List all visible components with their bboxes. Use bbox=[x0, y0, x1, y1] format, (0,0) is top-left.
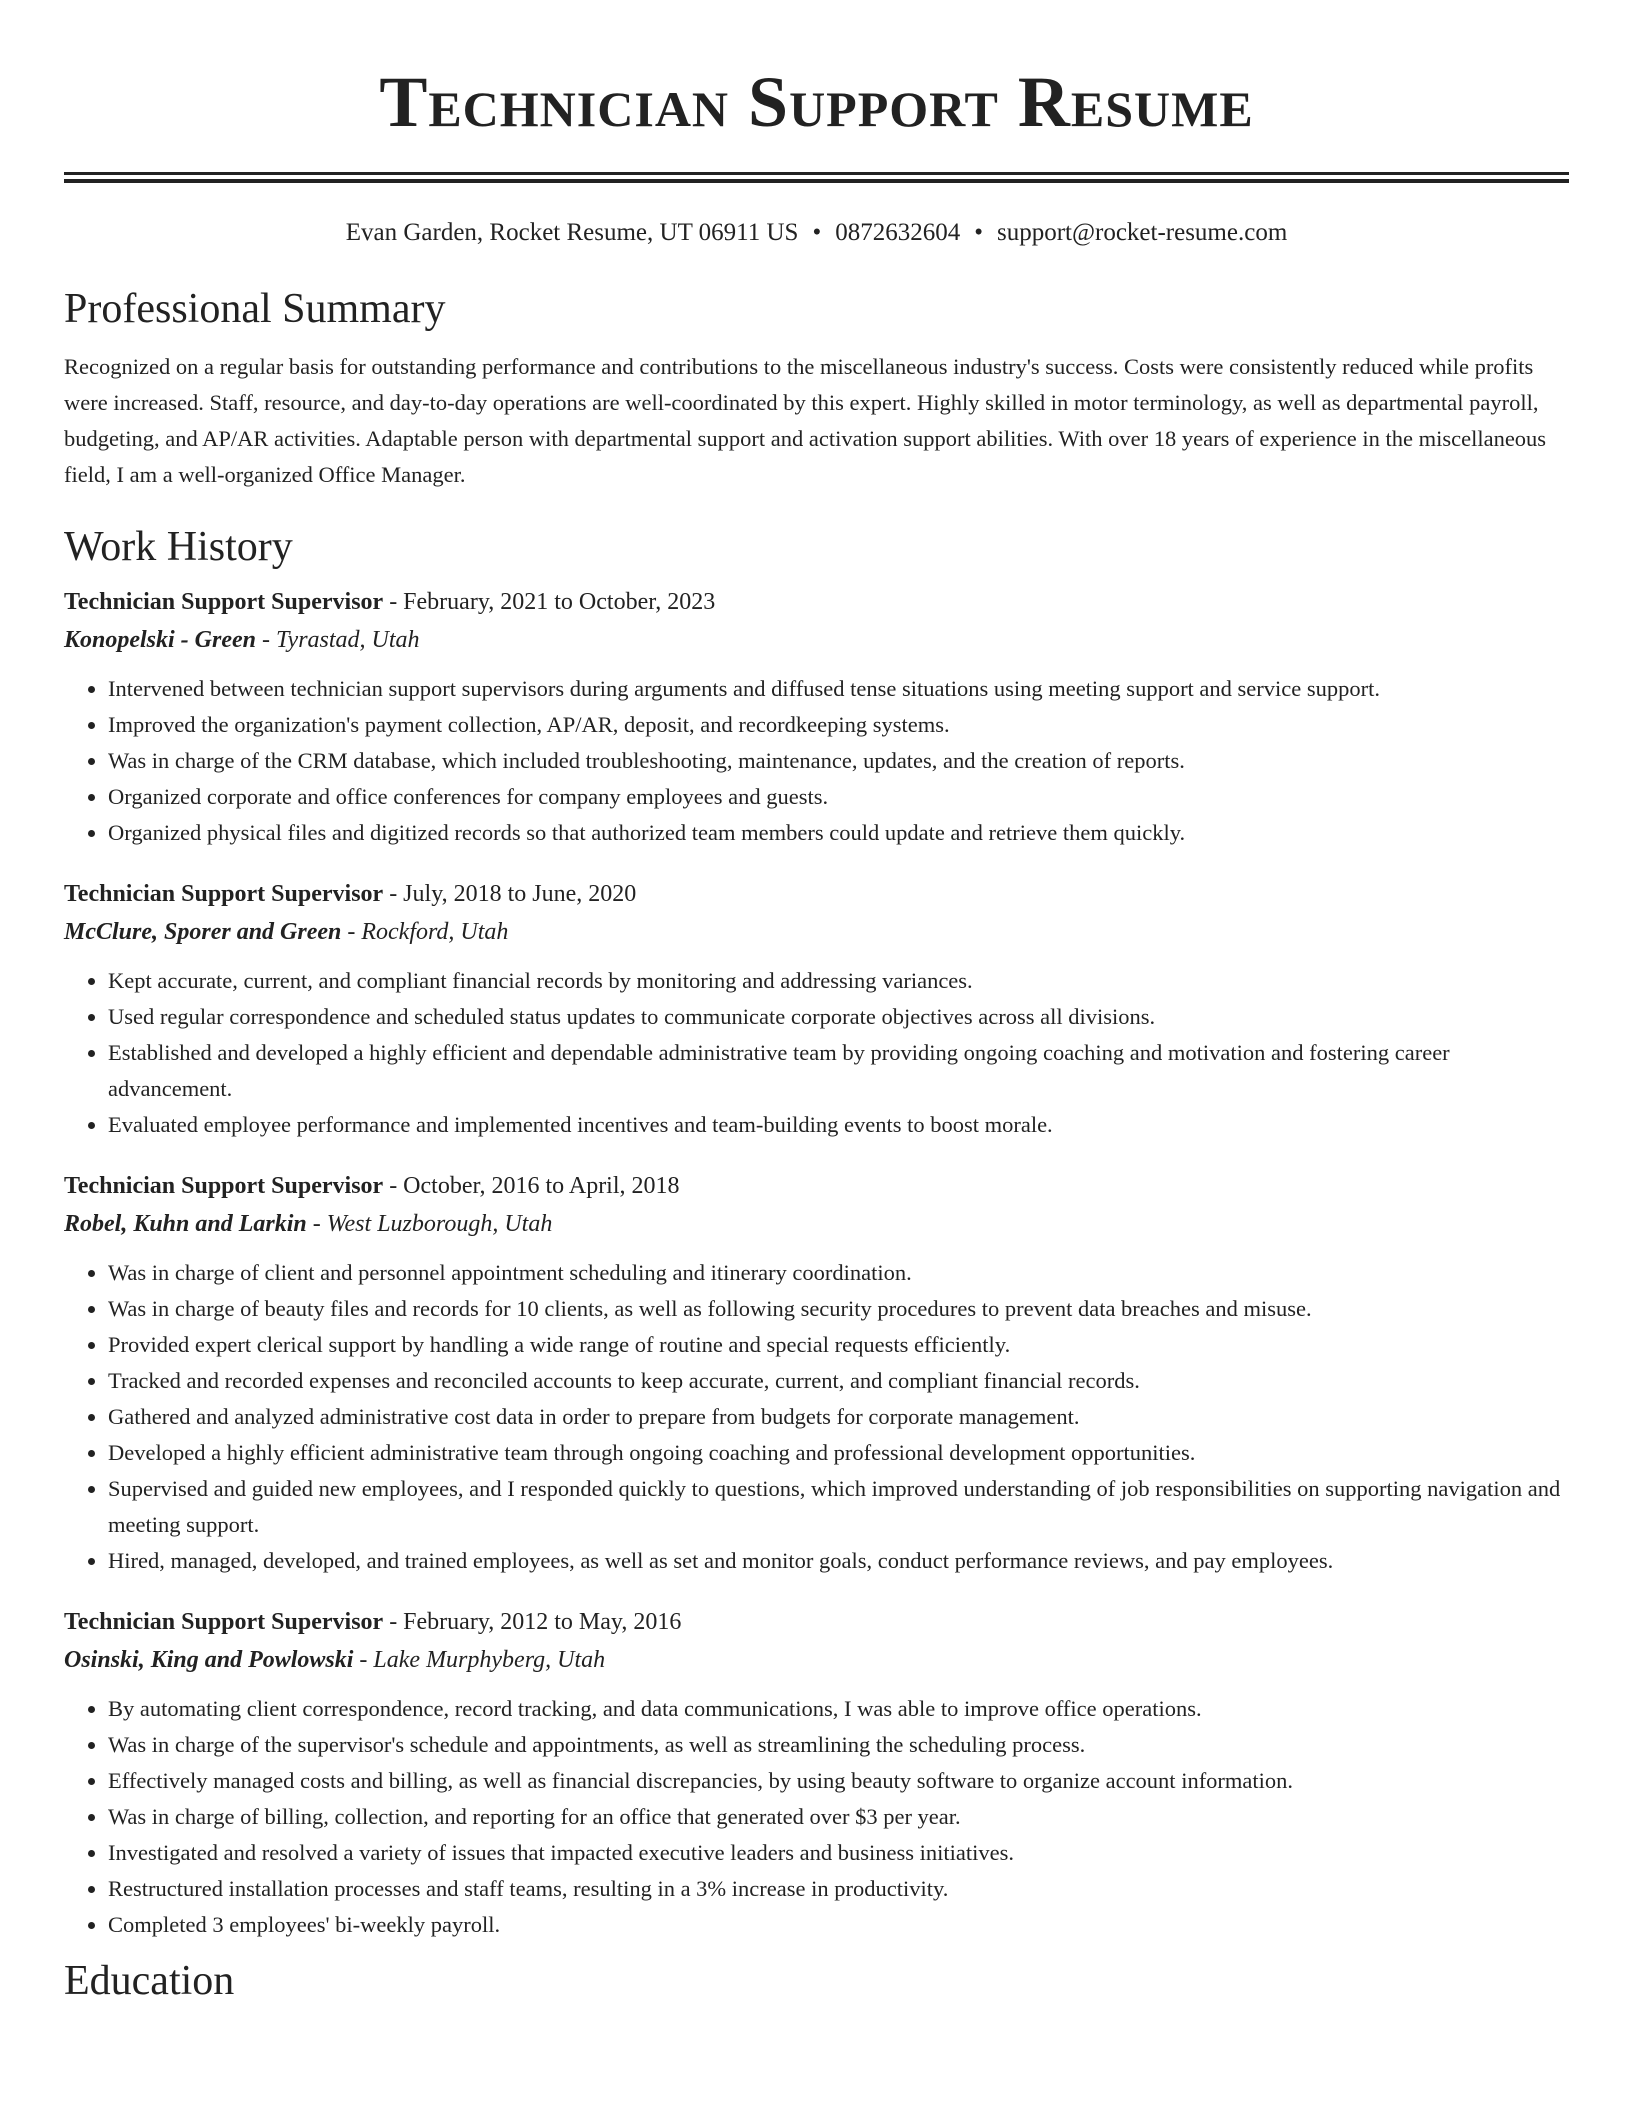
job-bullet: • Restructured installation processes and staff teams, resulting in a 3% increase in productivity. bbox=[108, 1871, 1569, 1907]
job-bullet: • Improved the organization's payment collection, AP/AR, deposit, and recordkeeping systems. bbox=[108, 707, 1569, 743]
contact-address: Evan Garden, Rocket Resume, UT 06911 US bbox=[345, 219, 799, 246]
job-company: Robel, Kuhn and Larkin bbox=[64, 1211, 307, 1237]
work-history-heading: Work History bbox=[64, 524, 293, 570]
job-bullet-list bbox=[64, 963, 1569, 1143]
job-bullet: • Hired, managed, developed, and trained employees, as well as set and monitor goals, conduct performance reviews, and pay employees. bbox=[108, 1543, 1569, 1579]
job-bullet: • Was in charge of beauty files and records for 10 clients, as well as following security procedures to prevent data breaches and misuse. bbox=[108, 1291, 1569, 1327]
contact-phone: 0872632604 bbox=[835, 219, 961, 246]
job-bullet: • Was in charge of the CRM database, which included troubleshooting, maintenance, updates, and the creation of reports. bbox=[108, 743, 1569, 779]
job-company-line bbox=[64, 913, 1569, 951]
job-bullet: • Supervised and guided new employees, and I responded quickly to questions, which improved understanding of job responsibilities on supporting navigation and meeting support. bbox=[108, 1471, 1569, 1543]
job-role: Technician Support Supervisor bbox=[64, 881, 384, 907]
job-bullet: • By automating client correspondence, record tracking, and data communications, I was able to improve office operations. bbox=[108, 1691, 1569, 1727]
job-bullet: • Provided expert clerical support by handling a wide range of routine and special requests efficiently. bbox=[108, 1327, 1569, 1363]
job-bullet: • Used regular correspondence and scheduled status updates to communicate corporate objectives across all divisions. bbox=[108, 999, 1569, 1035]
job-title-line bbox=[64, 1167, 1569, 1205]
summary-text: Recognized on a regular basis for outstanding performance and contributions to the miscellaneous industry's success. Costs were consistently reduced while profits were increased. Staff, resource, and day-to-day operations are well-coordinated by this expert. Highly skilled in motor terminology, as well as departmental payroll, budgeting, and AP/AR activities. Adaptable person with departmental support and activation support abilities. With over 18 years of experience in the miscellaneous field, I am a well-organized Office Manager. bbox=[64, 354, 1547, 487]
contact-email: support@rocket-resume.com bbox=[996, 219, 1288, 246]
job-role: Technician Support Supervisor bbox=[64, 1173, 384, 1199]
job-location: - Lake Murphyberg, Utah bbox=[353, 1647, 606, 1673]
job-bullet: • Organized corporate and office conferences for company employees and guests. bbox=[108, 779, 1569, 815]
job-title-line bbox=[64, 583, 1569, 621]
job-bullet: • Organized physical files and digitized records so that authorized team members could update and retrieve them quickly. bbox=[108, 815, 1569, 851]
job-dates: - February, 2012 to May, 2016 bbox=[383, 1609, 682, 1635]
resume-title: Technician Support Resume bbox=[379, 62, 1254, 142]
job-entry bbox=[64, 583, 1569, 851]
job-location: - Rockford, Utah bbox=[341, 919, 509, 945]
job-company-line bbox=[64, 1205, 1569, 1243]
job-bullet: • Investigated and resolved a variety of issues that impacted executive leaders and business initiatives. bbox=[108, 1835, 1569, 1871]
job-bullet: • Kept accurate, current, and compliant financial records by monitoring and addressing variances. bbox=[108, 963, 1569, 999]
contact-separator: • bbox=[974, 219, 983, 246]
job-bullet: • Effectively managed costs and billing, as well as financial discrepancies, by using beauty software to organize account information. bbox=[108, 1763, 1569, 1799]
job-role: Technician Support Supervisor bbox=[64, 589, 384, 615]
job-bullet: • Completed 3 employees' bi-weekly payroll. bbox=[108, 1907, 1569, 1943]
job-bullet-list bbox=[64, 1255, 1569, 1579]
job-location: - Tyrastad, Utah bbox=[256, 627, 420, 653]
job-bullet: • Tracked and recorded expenses and reconciled accounts to keep accurate, current, and compliant financial records. bbox=[108, 1363, 1569, 1399]
job-bullet-list bbox=[64, 671, 1569, 851]
job-dates: - October, 2016 to April, 2018 bbox=[383, 1173, 680, 1199]
job-location: - West Luzborough, Utah bbox=[306, 1211, 553, 1237]
job-company-line bbox=[64, 1641, 1569, 1679]
resume-page bbox=[64, 0, 1569, 2007]
job-bullet: • Intervened between technician support supervisors during arguments and diffused tense situations using meeting support and service support. bbox=[108, 671, 1569, 707]
job-bullet: • Was in charge of billing, collection, and reporting for an office that generated over $3 per year. bbox=[108, 1799, 1569, 1835]
job-bullet: • Was in charge of client and personnel appointment scheduling and itinerary coordination. bbox=[108, 1255, 1569, 1291]
job-company: Konopelski - Green bbox=[64, 627, 256, 653]
contact-line bbox=[64, 217, 1569, 249]
job-bullet: • Evaluated employee performance and implemented incentives and team-building events to boost morale. bbox=[108, 1107, 1569, 1143]
job-company: Osinski, King and Powlowski bbox=[64, 1647, 354, 1673]
title-divider bbox=[64, 172, 1569, 183]
job-bullet: • Established and developed a highly efficient and dependable administrative team by providing ongoing coaching and motivation and fostering career advancement. bbox=[108, 1035, 1569, 1107]
job-role: Technician Support Supervisor bbox=[64, 1609, 384, 1635]
job-entry bbox=[64, 875, 1569, 1143]
job-dates: - February, 2021 to October, 2023 bbox=[383, 589, 716, 615]
summary-heading: Professional Summary bbox=[64, 286, 446, 332]
job-bullet-list bbox=[64, 1691, 1569, 1943]
job-bullet: • Developed a highly efficient administrative team through ongoing coaching and professional development opportunities. bbox=[108, 1435, 1569, 1471]
job-bullet: • Gathered and analyzed administrative cost data in order to prepare from budgets for corporate management. bbox=[108, 1399, 1569, 1435]
contact-separator: • bbox=[812, 219, 822, 246]
job-entry bbox=[64, 1603, 1569, 1943]
job-company: McClure, Sporer and Green bbox=[64, 919, 342, 945]
job-title-line bbox=[64, 875, 1569, 913]
job-dates: - July, 2018 to June, 2020 bbox=[383, 881, 637, 907]
job-company-line bbox=[64, 621, 1569, 659]
education-heading: Education bbox=[64, 1958, 235, 2004]
job-title-line bbox=[64, 1603, 1569, 1641]
job-bullet: • Was in charge of the supervisor's schedule and appointments, as well as streamlining the scheduling process. bbox=[108, 1727, 1569, 1763]
job-entry bbox=[64, 1167, 1569, 1579]
